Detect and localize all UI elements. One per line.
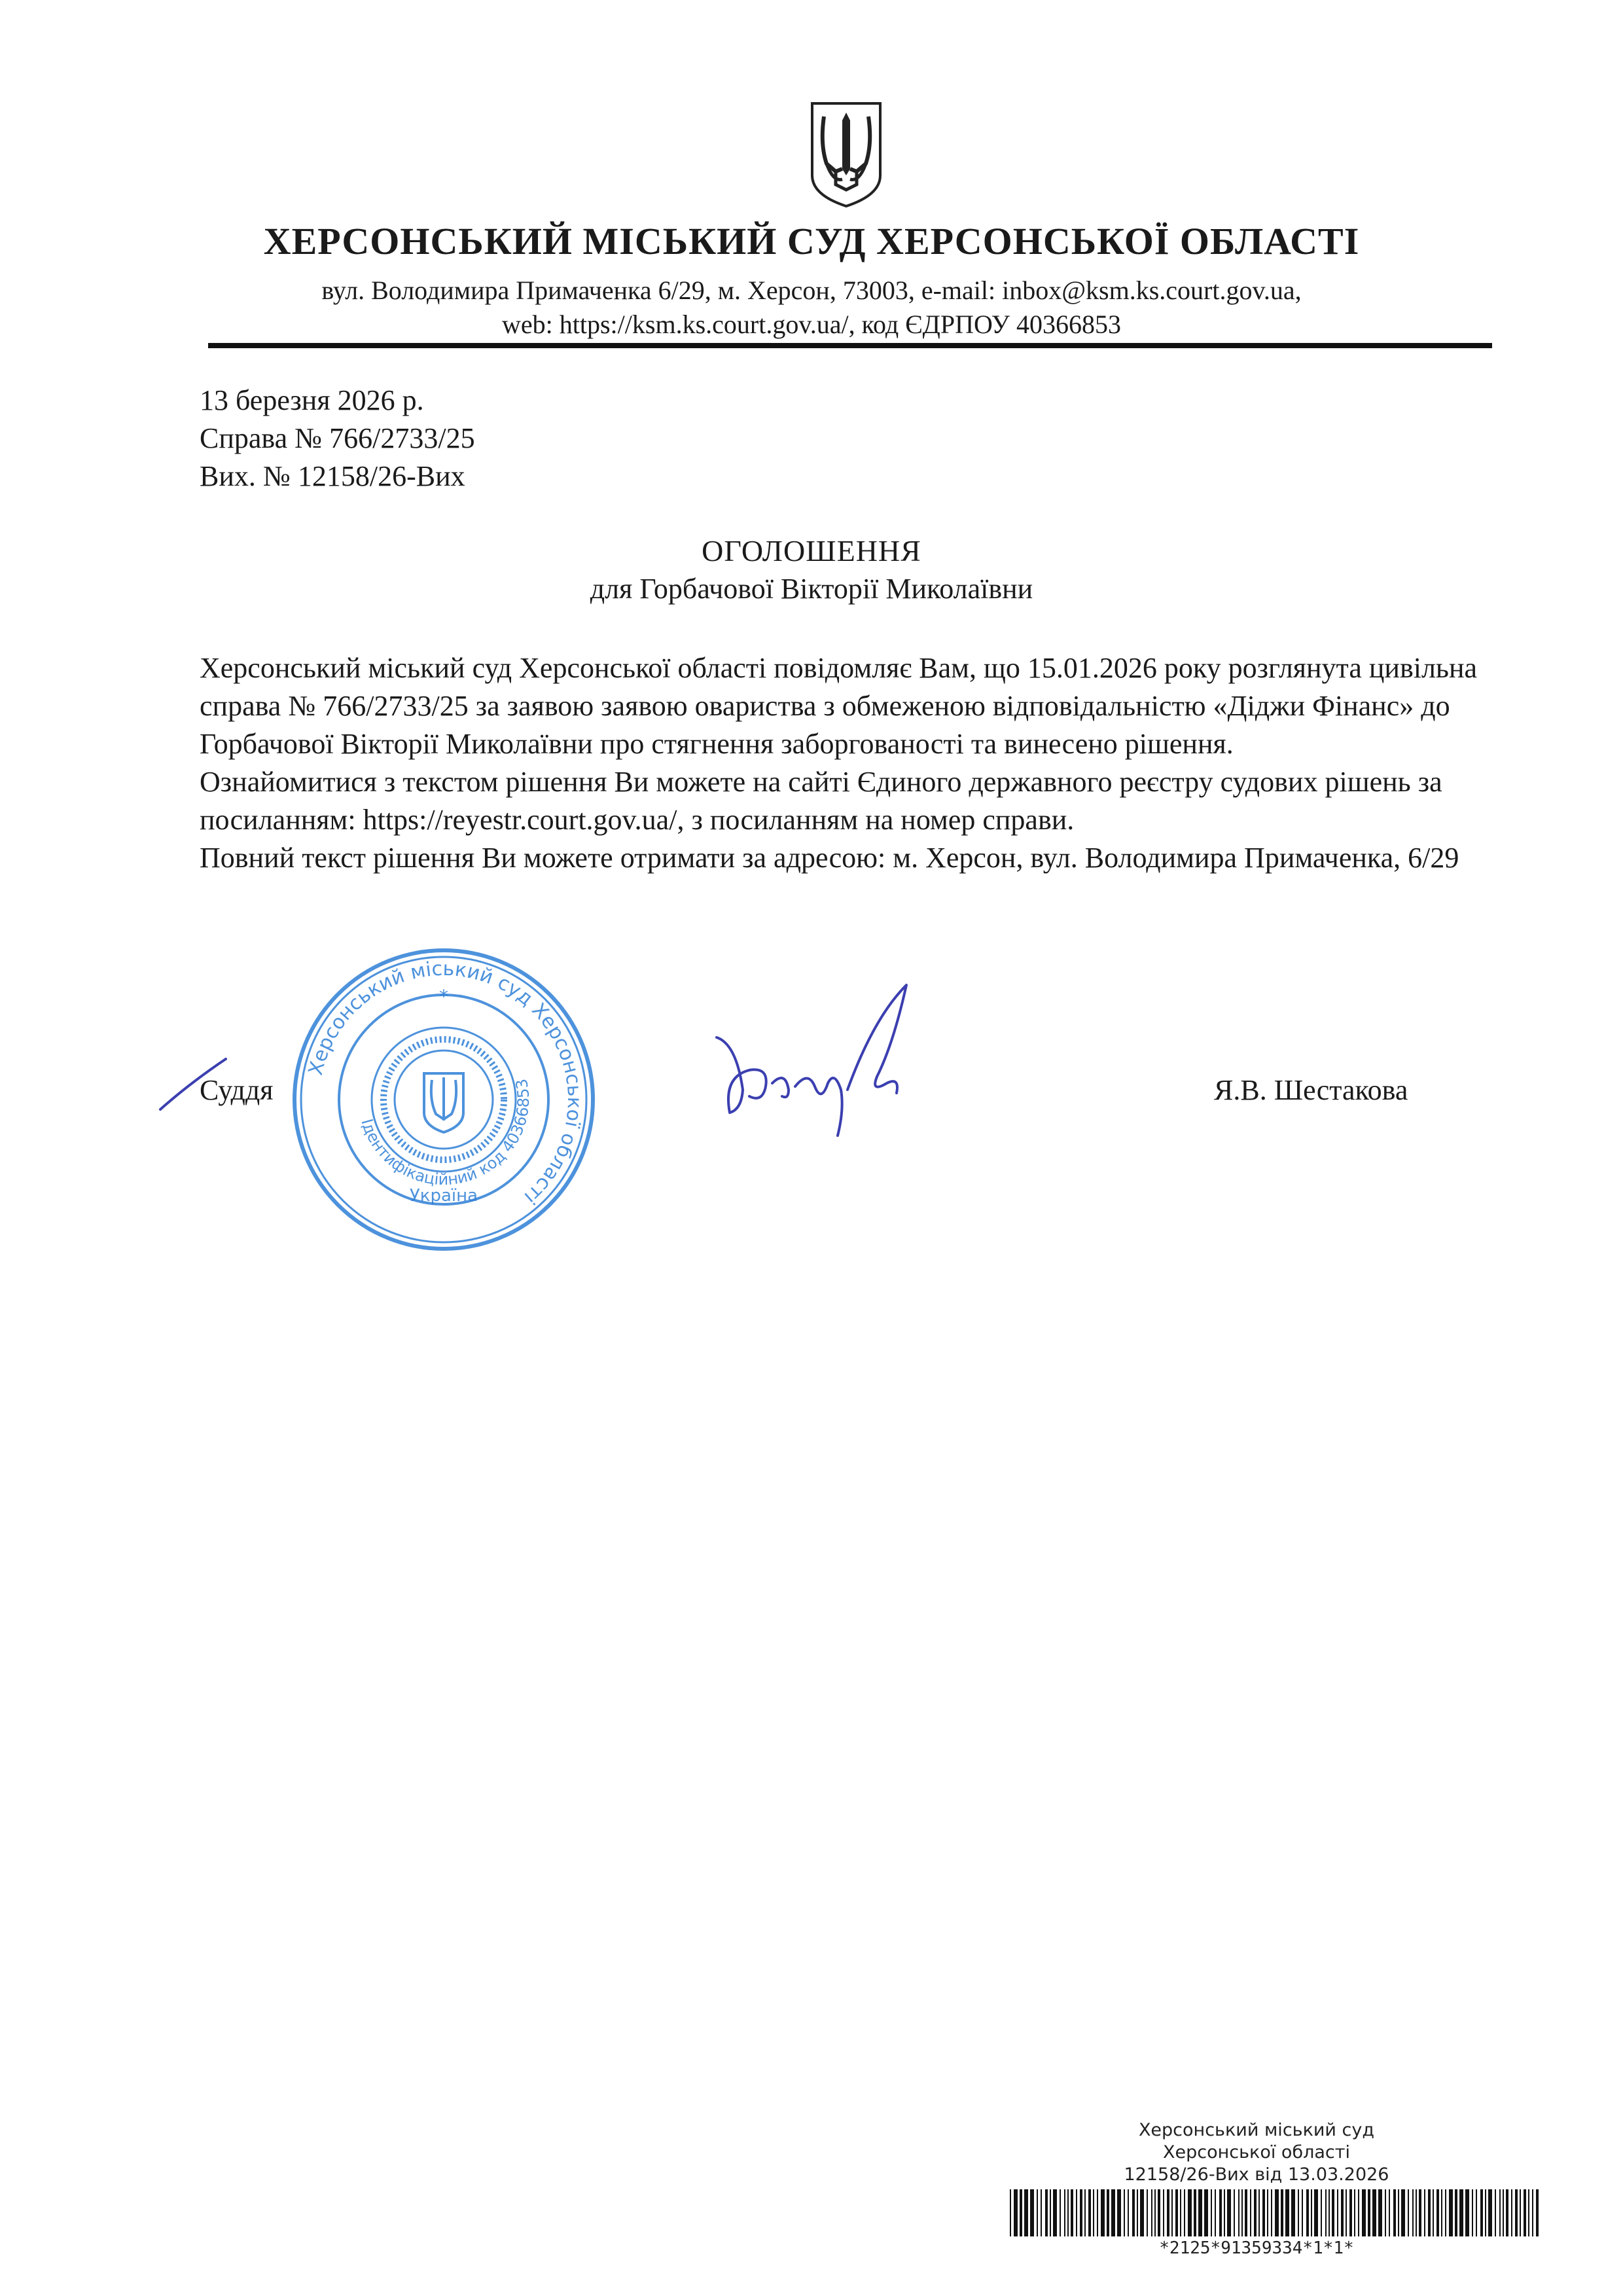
notice-addressee: для Горбачової Вікторії Миколаївни — [590, 573, 1033, 605]
registration-number-line: 12158/26-Вих від 13.03.2026 — [1124, 2164, 1389, 2185]
registration-region-line: Херсонської області — [1163, 2142, 1350, 2162]
trident-emblem-icon — [807, 98, 885, 209]
case-number: Справа № 766/2733/25 — [200, 422, 475, 454]
court-address-line: вул. Володимира Примаченка 6/29, м. Херсон, 73003, e-mail: inbox@ksm.ks.court.gov.ua, — [321, 276, 1302, 305]
seal-inner-text: Ідентифікаційний код 40366853 — [357, 1077, 533, 1189]
outgoing-number: Вих. № 12158/26-Вих — [200, 460, 465, 492]
seal-country-text: Україна — [409, 1186, 478, 1206]
court-web-line: web: https://ksm.ks.court.gov.ua/, код ЄДРПОУ 40366853 — [502, 310, 1121, 339]
seal-outer-text: Херсонський міський суд Херсонської області — [304, 957, 586, 1209]
notice-body — [200, 649, 1502, 877]
document-date: 13 березня 2026 р. — [200, 384, 424, 416]
notice-paragraph-full-text: Повний текст рішення Ви можете отримати за адресою: м. Херсон, вул. Володимира Примаченка, 6/29 — [200, 842, 1459, 874]
svg-text:*: * — [439, 986, 448, 1007]
court-seal-stamp — [287, 942, 601, 1257]
registration-barcode — [1010, 2189, 1539, 2236]
notice-paragraph-registry: Ознайомитися з текстом рішення Ви можете на сайті Єдиного державного реєстру судових рішень за посиланням: https://reyestr.court.gov.ua/, з посиланням на номер справи. — [200, 766, 1442, 836]
registration-court-line: Херсонський міський суд — [1138, 2120, 1375, 2140]
barcode-caption: *2125*91359334*1*1* — [1159, 2238, 1354, 2258]
seal-trident-icon — [424, 1073, 463, 1132]
judge-signature — [710, 978, 946, 1145]
notice-title: ОГОЛОШЕННЯ — [702, 534, 921, 567]
judge-name: Я.В. Шестакова — [1214, 1074, 1408, 1106]
notice-paragraph-decision: Херсонський міський суд Херсонської області повідомляє Вам, що 15.01.2026 року розглянута цивільна справа № 766/2733/25 за заявою заявою овариства з обмеженою відповідальністю «Діджи Фінанс» до Горбачової Вікторії Миколаївни про стягнення заборгованості та винесено рішення. — [200, 652, 1478, 760]
header-divider — [208, 343, 1492, 348]
court-name-heading: ХЕРСОНСЬКИЙ МІСЬКИЙ СУД ХЕРСОНСЬКОЇ ОБЛАСТІ — [263, 220, 1360, 262]
judge-role-label: Суддя — [200, 1074, 274, 1106]
